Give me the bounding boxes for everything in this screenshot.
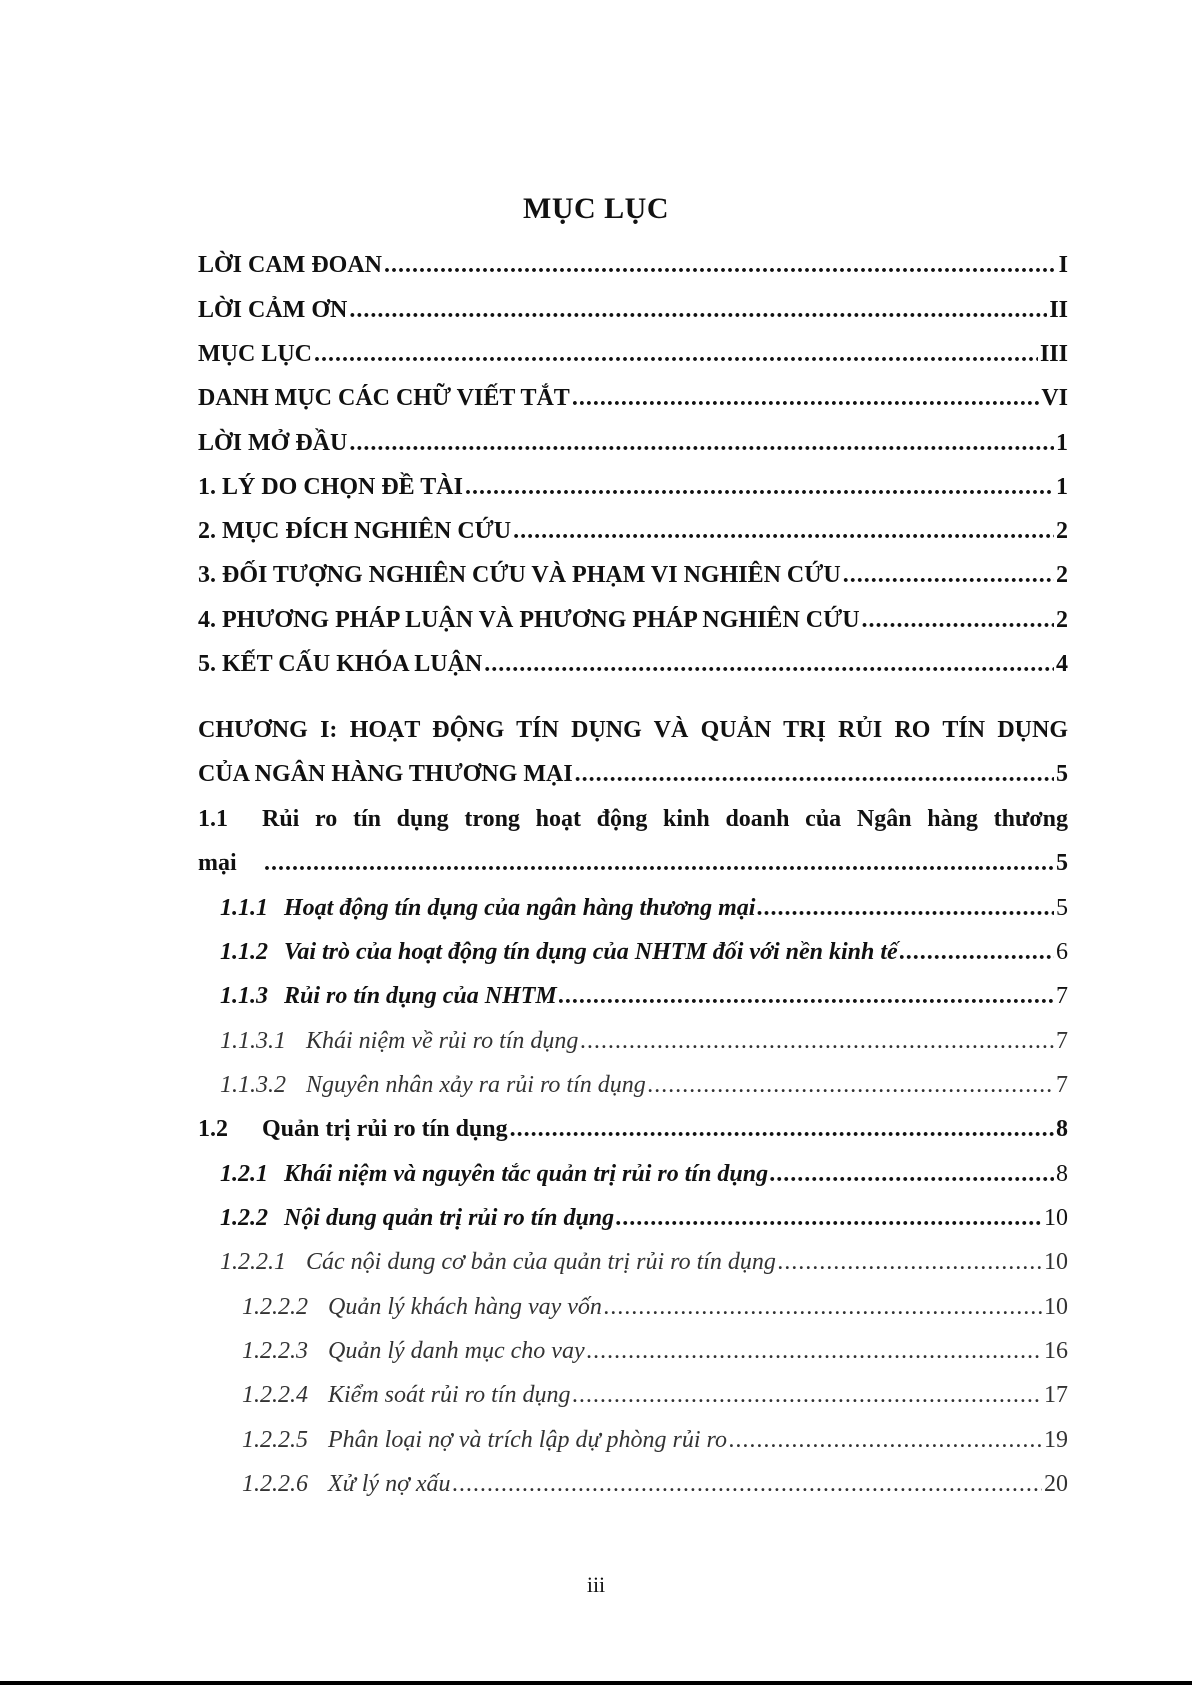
dot-leader xyxy=(572,378,1040,418)
toc-entry-label: 3. ĐỐI TƯỢNG NGHIÊN CỨU VÀ PHẠM VI NGHIÊN CỨU xyxy=(198,562,841,588)
toc-entry-page: 20 xyxy=(1044,1471,1068,1497)
dot-leader xyxy=(572,1375,1042,1415)
toc-entry-label: Hoạt động tín dụng của ngân hàng thương mại xyxy=(284,895,756,921)
toc-entry-page: 17 xyxy=(1044,1382,1068,1408)
toc-entry[interactable] xyxy=(220,1242,1068,1282)
toc-entry[interactable] xyxy=(198,423,1068,463)
toc-entry-label: LỜI MỞ ĐẦU xyxy=(198,430,348,456)
toc-entry-label: DANH MỤC CÁC CHỮ VIẾT TẮT xyxy=(198,385,570,411)
section-heading-line[interactable] xyxy=(198,799,1068,839)
toc-entry-page: 1 xyxy=(1056,474,1068,500)
dot-leader xyxy=(778,1242,1042,1282)
dot-leader xyxy=(349,290,1047,330)
toc-entry-label: Phân loại nợ và trích lập dự phòng rủi ro xyxy=(328,1427,727,1453)
toc-entry-number: 1.1.3 xyxy=(220,983,268,1009)
dot-leader xyxy=(559,976,1054,1016)
toc-entry-label: Rủi ro tín dụng của NHTM xyxy=(284,983,557,1009)
toc-entry-number: 1.2.2.4 xyxy=(242,1382,308,1408)
dot-leader xyxy=(510,1109,1054,1149)
toc-entry-label: Quản trị rủi ro tín dụng xyxy=(262,1116,508,1142)
toc-entry-label: LỜI CẢM ƠN xyxy=(198,297,348,323)
toc-entry-number: 1.2.2.3 xyxy=(242,1338,308,1364)
toc-entry-label: Rủi ro tín dụng trong hoạt động kinh doanh của Ngân hàng thương xyxy=(262,806,1068,832)
toc-entry-label: Quản lý khách hàng vay vốn xyxy=(328,1294,602,1320)
toc-entry-label: 5. KẾT CẤU KHÓA LUẬN xyxy=(198,651,483,677)
toc-entry-page: 8 xyxy=(1056,1161,1068,1187)
toc-entry-number: 1.2.2.1 xyxy=(220,1249,286,1275)
toc-entry-label: Khái niệm về rủi ro tín dụng xyxy=(306,1028,579,1054)
dot-leader xyxy=(900,932,1054,972)
toc-entry-number: 1.1 xyxy=(198,806,228,832)
dot-leader xyxy=(862,600,1054,640)
toc-entry-page: VI xyxy=(1041,385,1068,411)
toc-entry-page: II xyxy=(1049,297,1068,323)
toc-entry[interactable] xyxy=(198,843,1068,883)
toc-entry[interactable] xyxy=(220,1021,1068,1061)
toc-entry-page: 5 xyxy=(1056,895,1068,921)
dot-leader xyxy=(314,334,1038,374)
toc-entry-number: 1.2.2.6 xyxy=(242,1471,308,1497)
toc-entry-page: 2 xyxy=(1056,607,1068,633)
toc-entry-page: 7 xyxy=(1056,1072,1068,1098)
toc-entry-page: 2 xyxy=(1056,562,1068,588)
page-bottom-border xyxy=(0,1681,1192,1685)
page-number: iii xyxy=(586,1572,606,1597)
toc-entry-label: 4. PHƯƠNG PHÁP LUẬN VÀ PHƯƠNG PHÁP NGHIÊN CỨU xyxy=(198,607,860,633)
dot-leader xyxy=(770,1154,1054,1194)
dot-leader xyxy=(616,1198,1042,1238)
toc-entry[interactable] xyxy=(198,555,1068,595)
toc-entry-number: 1.2.2 xyxy=(220,1205,268,1231)
toc-entry-page: 7 xyxy=(1056,1028,1068,1054)
toc-entry-label: MỤC LỤC xyxy=(198,341,312,367)
toc-entry-label: Nguyên nhân xảy ra rủi ro tín dụng xyxy=(306,1072,646,1098)
dot-leader xyxy=(575,754,1054,794)
toc-entry-page: 10 xyxy=(1044,1249,1068,1275)
toc-entry-page: 6 xyxy=(1056,939,1068,965)
dot-leader xyxy=(757,888,1054,928)
toc-entry-page: 2 xyxy=(1056,518,1068,544)
toc-entry-number: 1.2.2.2 xyxy=(242,1294,308,1320)
toc-entry[interactable] xyxy=(198,511,1068,551)
dot-leader xyxy=(384,245,1057,285)
toc-entry[interactable] xyxy=(220,1154,1068,1194)
toc-entry-number: 1.1.1 xyxy=(220,895,268,921)
toc-entry-label: Các nội dung cơ bản của quản trị rủi ro tín dụng xyxy=(306,1249,776,1275)
toc-entry[interactable] xyxy=(198,1109,1068,1149)
toc-entry-number: 1.2 xyxy=(198,1116,228,1142)
toc-entry-page: 10 xyxy=(1044,1205,1068,1231)
toc-entry[interactable] xyxy=(198,378,1068,418)
toc-entry-page: 10 xyxy=(1044,1294,1068,1320)
toc-entry[interactable] xyxy=(220,976,1068,1016)
toc-entry-label: LỜI CAM ĐOAN xyxy=(198,252,382,278)
dot-leader xyxy=(453,1464,1042,1504)
toc-entry[interactable] xyxy=(242,1375,1068,1415)
toc-entry[interactable] xyxy=(242,1464,1068,1504)
toc-entry-label: Nội dung quản trị rủi ro tín dụng xyxy=(284,1205,615,1231)
toc-entry-label: CỦA NGÂN HÀNG THƯƠNG MẠI xyxy=(198,761,573,787)
toc-entry[interactable] xyxy=(198,245,1068,285)
toc-entry-label: Vai trò của hoạt động tín dụng của NHTM đối với nền kinh tế xyxy=(284,939,898,965)
toc-entry-label: Xử lý nợ xấu xyxy=(328,1471,451,1497)
dot-leader xyxy=(484,644,1054,684)
toc-entry-page: 16 xyxy=(1044,1338,1068,1364)
toc-entry-number: 1.2.1 xyxy=(220,1161,268,1187)
dot-leader xyxy=(264,843,1054,883)
toc-entry-page: 5 xyxy=(1056,761,1068,787)
toc-entry[interactable] xyxy=(198,467,1068,507)
dot-leader xyxy=(843,555,1054,595)
toc-entry-page: 4 xyxy=(1056,651,1068,677)
toc-entry-page: 7 xyxy=(1056,983,1068,1009)
toc-entry-page: 5 xyxy=(1056,850,1068,876)
toc-entry-number: 1.1.3.2 xyxy=(220,1072,286,1098)
toc-entry-label: Khái niệm và nguyên tắc quản trị rủi ro tín dụng xyxy=(284,1161,769,1187)
toc-entry-label: 1. LÝ DO CHỌN ĐỀ TÀI xyxy=(198,474,463,500)
toc-entry-number: 1.1.3.1 xyxy=(220,1028,286,1054)
toc-entry[interactable] xyxy=(242,1331,1068,1371)
toc-entry[interactable] xyxy=(198,600,1068,640)
toc-entry-page: 19 xyxy=(1044,1427,1068,1453)
toc-entry[interactable] xyxy=(198,754,1068,794)
dot-leader xyxy=(580,1021,1054,1061)
page-title: MỤC LỤC xyxy=(523,192,669,225)
dot-leader xyxy=(587,1331,1042,1371)
toc-entry[interactable] xyxy=(198,290,1068,330)
dot-leader xyxy=(349,423,1054,463)
toc-entry[interactable] xyxy=(220,1198,1068,1238)
dot-leader xyxy=(465,467,1054,507)
toc-entry-number: 1.1.2 xyxy=(220,939,268,965)
toc-entry-page: III xyxy=(1039,341,1068,367)
dot-leader xyxy=(729,1420,1042,1460)
chapter-heading-line[interactable]: CHƯƠNG I: HOẠT ĐỘNG TÍN DỤNG VÀ QUẢN TRỊ RỦI RO TÍN DỤNG xyxy=(198,717,1068,743)
toc-entry-page: I xyxy=(1058,252,1068,278)
toc-entry[interactable] xyxy=(220,888,1068,928)
toc-entry-page: 1 xyxy=(1056,430,1068,456)
dot-leader xyxy=(513,511,1054,551)
toc-entry-label: Quản lý danh mục cho vay xyxy=(328,1338,585,1364)
toc-entry[interactable] xyxy=(242,1287,1068,1327)
toc-entry-label: 2. MỤC ĐÍCH NGHIÊN CỨU xyxy=(198,518,512,544)
dot-leader xyxy=(648,1065,1054,1105)
toc-entry[interactable] xyxy=(220,932,1068,972)
toc-entry[interactable] xyxy=(242,1420,1068,1460)
toc-entry[interactable] xyxy=(220,1065,1068,1105)
toc-entry-number: 1.2.2.5 xyxy=(242,1427,308,1453)
dot-leader xyxy=(604,1287,1042,1327)
toc-entry[interactable] xyxy=(198,644,1068,684)
toc-entry-label: Kiểm soát rủi ro tín dụng xyxy=(328,1382,571,1408)
toc-entry-label: mại xyxy=(198,850,237,876)
toc-entry[interactable] xyxy=(198,334,1068,374)
toc-entry-page: 8 xyxy=(1056,1116,1068,1142)
